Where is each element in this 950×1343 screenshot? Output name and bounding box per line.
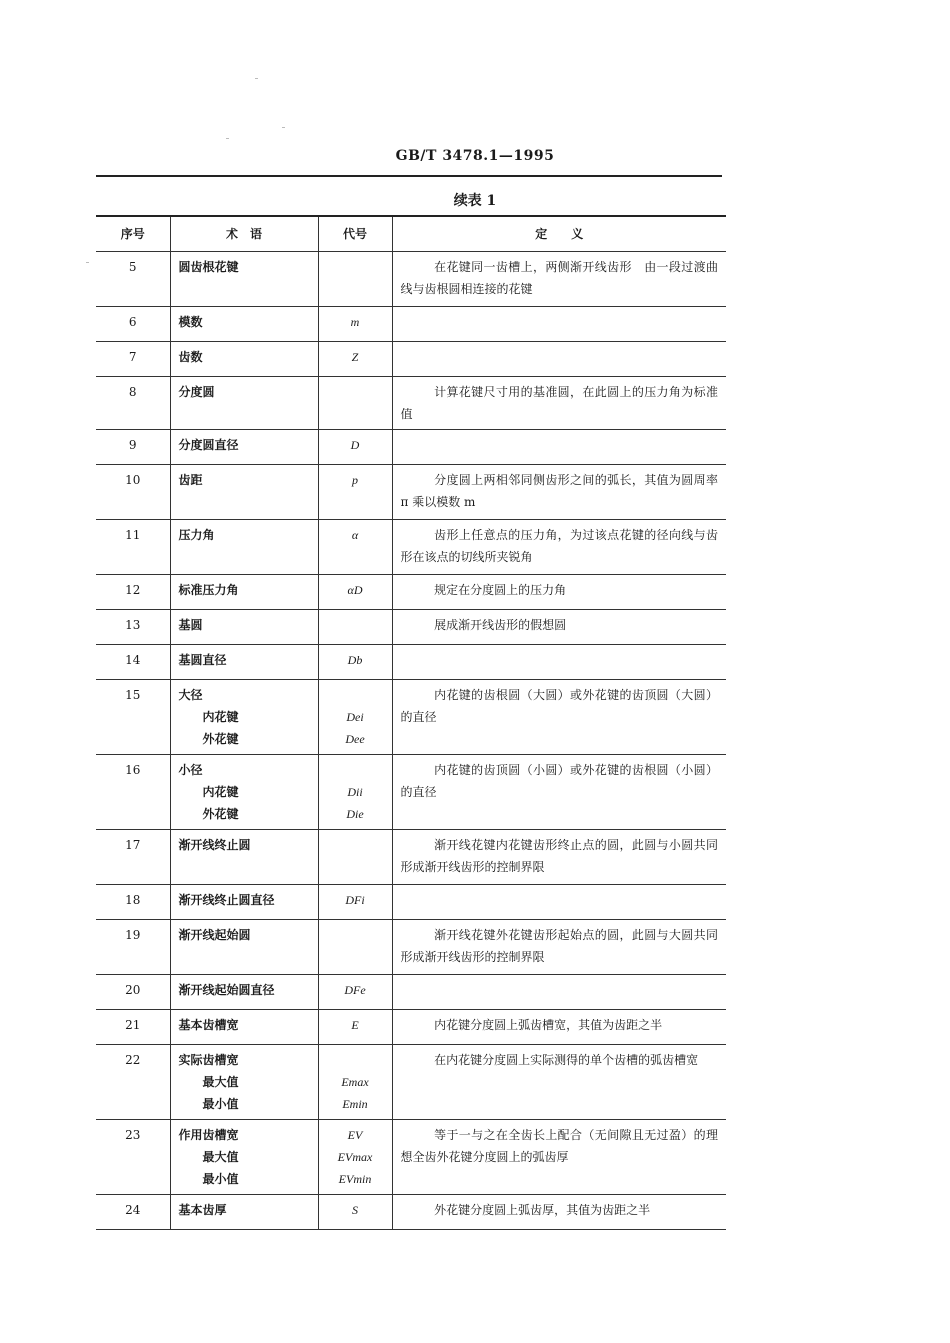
col-header-term: 术 语	[170, 216, 318, 252]
definition-cell	[392, 645, 726, 680]
row-number: 19	[96, 920, 170, 975]
subterm-label: 外花键	[202, 807, 239, 821]
row-number: 16	[96, 755, 170, 830]
term-cell	[170, 465, 318, 520]
row-number: 15	[96, 680, 170, 755]
symbol-cell	[318, 610, 392, 645]
table-row	[96, 975, 726, 1010]
symbol-label: DFe	[344, 983, 366, 997]
row-number: 7	[96, 342, 170, 377]
table-row	[96, 520, 726, 575]
definition-cell: 内花键的齿顶圆（小圆）或外花键的齿根圆（小圆）的直径	[392, 755, 726, 830]
term-label: 圆齿根花键	[178, 260, 239, 274]
term-cell	[170, 1120, 318, 1195]
definition-cell: 在内花键分度圆上实际测得的单个齿槽的弧齿槽宽	[392, 1045, 726, 1120]
term-label: 基本齿厚	[178, 1203, 227, 1217]
table-row	[96, 377, 726, 430]
row-number: 9	[96, 430, 170, 465]
symbol-label: αD	[347, 583, 363, 597]
symbol-label: Z	[351, 350, 359, 364]
definition-cell: 等于一与之在全齿长上配合（无间隙且无过盈）的理想全齿外花键分度圆上的弧齿厚	[392, 1120, 726, 1195]
row-number: 6	[96, 307, 170, 342]
term-label: 标准压力角	[178, 583, 239, 597]
table-caption: 续表 1	[453, 193, 497, 209]
subterm-label: 内花键	[202, 710, 239, 724]
table-row	[96, 610, 726, 645]
term-cell	[170, 575, 318, 610]
symbol-cell	[318, 680, 392, 755]
symbol-label: Die	[346, 807, 364, 821]
table-row	[96, 307, 726, 342]
table-header-row	[96, 216, 726, 252]
term-label: 基本齿槽宽	[178, 1018, 239, 1032]
row-number: 5	[96, 252, 170, 307]
term-cell	[170, 755, 318, 830]
subterm-label: 外花键	[202, 732, 239, 746]
term-cell	[170, 252, 318, 307]
symbol-label: p	[352, 473, 358, 487]
row-number: 14	[96, 645, 170, 680]
term-cell	[170, 975, 318, 1010]
definition-cell: 渐开线花键外花键齿形起始点的圆，此圆与大圆共同形成渐开线齿形的控制界限	[392, 920, 726, 975]
term-cell	[170, 377, 318, 430]
term-label: 模数	[178, 315, 203, 329]
symbol-cell	[318, 377, 392, 430]
term-label: 分度圆直径	[178, 438, 239, 452]
term-label: 作用齿槽宽	[178, 1128, 239, 1142]
terms-table	[96, 215, 726, 1230]
symbol-cell	[318, 1195, 392, 1230]
subterm-label: 最大值	[202, 1150, 239, 1164]
term-label: 实际齿槽宽	[178, 1053, 239, 1067]
term-cell	[170, 830, 318, 885]
term-label: 渐开线起始圆	[178, 928, 251, 942]
table-row	[96, 252, 726, 307]
symbol-cell	[318, 575, 392, 610]
subterm-label: 最小值	[202, 1172, 239, 1186]
table-body	[96, 252, 726, 1230]
table-row	[96, 1195, 726, 1230]
table-row	[96, 342, 726, 377]
symbol-label: EVmin	[338, 1172, 372, 1186]
symbol-cell	[318, 645, 392, 680]
table-row	[96, 1010, 726, 1045]
row-number: 17	[96, 830, 170, 885]
row-number: 18	[96, 885, 170, 920]
term-cell	[170, 920, 318, 975]
symbol-label: DFi	[345, 893, 365, 907]
symbol-label: Dei	[346, 710, 364, 724]
definition-cell	[392, 307, 726, 342]
definition-cell: 展成渐开线齿形的假想圆	[392, 610, 726, 645]
term-label: 小径	[178, 763, 203, 777]
symbol-label: Dee	[345, 732, 365, 746]
term-cell	[170, 307, 318, 342]
definition-cell	[392, 885, 726, 920]
definition-cell: 外花键分度圆上弧齿厚，其值为齿距之半	[392, 1195, 726, 1230]
term-cell	[170, 430, 318, 465]
term-label: 压力角	[178, 528, 215, 542]
symbol-cell	[318, 830, 392, 885]
definition-cell	[392, 430, 726, 465]
row-number: 10	[96, 465, 170, 520]
row-number: 23	[96, 1120, 170, 1195]
term-cell	[170, 680, 318, 755]
table-row	[96, 885, 726, 920]
row-number: 8	[96, 377, 170, 430]
term-label: 基圆直径	[178, 653, 227, 667]
subterm-label: 内花键	[202, 785, 239, 799]
symbol-cell	[318, 975, 392, 1010]
term-cell	[170, 645, 318, 680]
term-cell	[170, 1010, 318, 1045]
symbol-cell	[318, 1120, 392, 1195]
table-row	[96, 1045, 726, 1120]
definition-cell: 分度圆上两相邻同侧齿形之间的弧长，其值为圆周率 π 乘以模数 m	[392, 465, 726, 520]
term-cell	[170, 1195, 318, 1230]
col-header-symbol: 代号	[318, 216, 392, 252]
symbol-label: E	[351, 1018, 359, 1032]
row-number: 11	[96, 520, 170, 575]
symbol-label: EVmax	[337, 1150, 373, 1164]
definition-cell: 在花键同一齿槽上，两侧渐开线齿形 由一段过渡曲线与齿根圆相连接的花键	[392, 252, 726, 307]
table-row	[96, 920, 726, 975]
symbol-cell	[318, 885, 392, 920]
symbol-cell	[318, 520, 392, 575]
term-cell	[170, 342, 318, 377]
table-row	[96, 465, 726, 520]
symbol-cell	[318, 1010, 392, 1045]
standard-header: GB/T 3478.1—1995	[395, 148, 555, 164]
symbol-cell	[318, 307, 392, 342]
symbol-cell	[318, 430, 392, 465]
symbol-label: Emax	[341, 1075, 369, 1089]
symbol-label: α	[351, 528, 359, 542]
table-row	[96, 830, 726, 885]
term-label: 分度圆	[178, 385, 215, 399]
term-label: 齿数	[178, 350, 203, 364]
definition-cell: 渐开线花键内花键齿形终止点的圆，此圆与小圆共同形成渐开线齿形的控制界限	[392, 830, 726, 885]
row-number: 24	[96, 1195, 170, 1230]
symbol-label: EV	[347, 1128, 363, 1142]
symbol-label: Emin	[342, 1097, 368, 1111]
table-row	[96, 645, 726, 680]
table-row	[96, 575, 726, 610]
row-number: 21	[96, 1010, 170, 1045]
header-rule	[96, 175, 722, 177]
definition-cell: 规定在分度圆上的压力角	[392, 575, 726, 610]
symbol-cell	[318, 755, 392, 830]
table-row	[96, 430, 726, 465]
term-label: 大径	[178, 688, 203, 702]
definition-cell: 内花键分度圆上弧齿槽宽，其值为齿距之半	[392, 1010, 726, 1045]
symbol-label: D	[350, 438, 360, 452]
term-cell	[170, 520, 318, 575]
symbol-cell	[318, 1045, 392, 1120]
table-row	[96, 1120, 726, 1195]
symbol-cell	[318, 342, 392, 377]
definition-cell	[392, 975, 726, 1010]
col-header-no: 序号	[96, 216, 170, 252]
table-row	[96, 755, 726, 830]
symbol-cell	[318, 920, 392, 975]
row-number: 13	[96, 610, 170, 645]
row-number: 12	[96, 575, 170, 610]
term-label: 齿距	[178, 473, 203, 487]
definition-cell: 内花键的齿根圆（大圆）或外花键的齿顶圆（大圆）的直径	[392, 680, 726, 755]
term-label: 渐开线终止圆直径	[178, 893, 275, 907]
symbol-label: Db	[347, 653, 363, 667]
row-number: 20	[96, 975, 170, 1010]
symbol-cell	[318, 252, 392, 307]
symbol-label: Dii	[347, 785, 363, 799]
term-cell	[170, 1045, 318, 1120]
subterm-label: 最大值	[202, 1075, 239, 1089]
symbol-cell	[318, 465, 392, 520]
table-row	[96, 680, 726, 755]
symbol-label: m	[350, 315, 360, 329]
definition-cell	[392, 342, 726, 377]
term-label: 渐开线起始圆直径	[178, 983, 275, 997]
symbol-label: S	[352, 1203, 358, 1217]
row-number: 22	[96, 1045, 170, 1120]
definition-cell: 计算花键尺寸用的基准圆，在此圆上的压力角为标准值	[392, 377, 726, 430]
term-label: 渐开线终止圆	[178, 838, 251, 852]
term-label: 基圆	[178, 618, 203, 632]
col-header-definition: 定 义	[392, 216, 726, 252]
subterm-label: 最小值	[202, 1097, 239, 1111]
term-cell	[170, 610, 318, 645]
definition-cell: 齿形上任意点的压力角，为过该点花键的径向线与齿形在该点的切线所夹锐角	[392, 520, 726, 575]
term-cell	[170, 885, 318, 920]
